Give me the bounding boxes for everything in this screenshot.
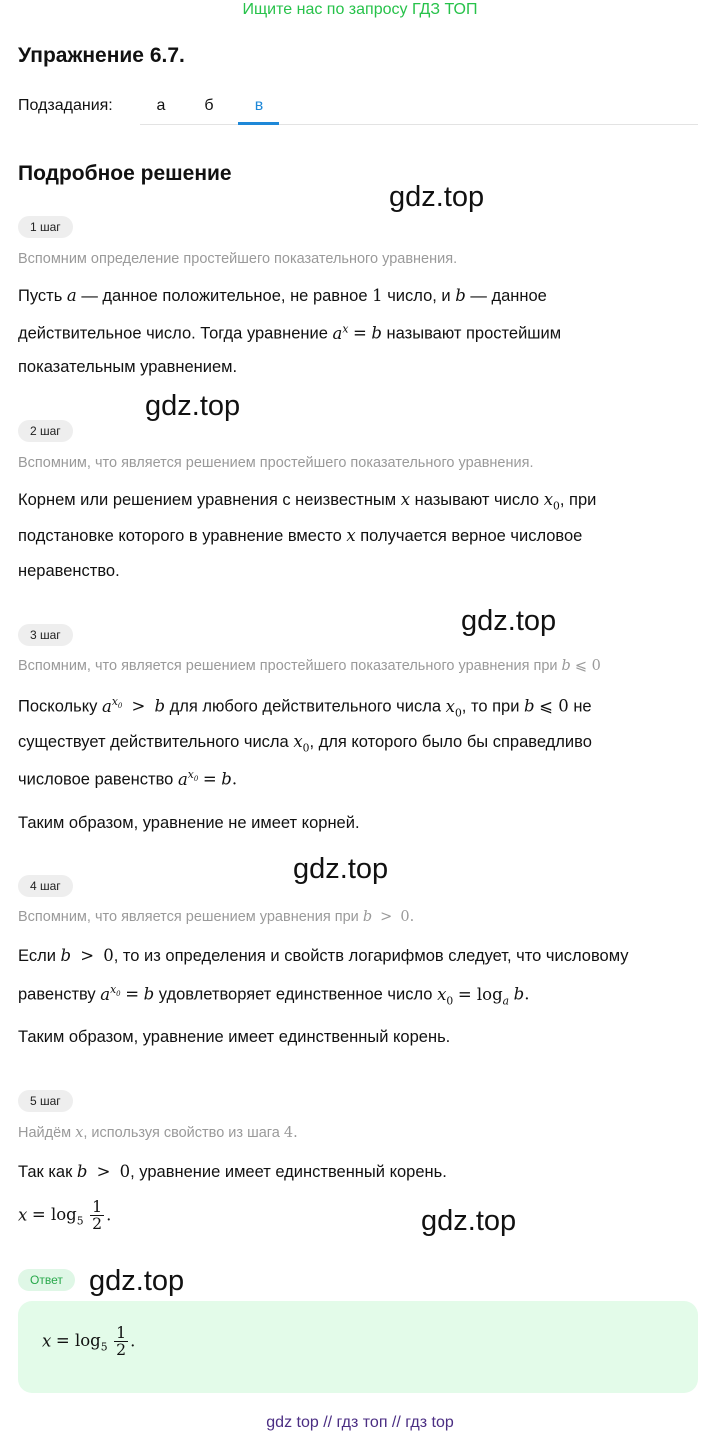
- step-text: числовое равенство $a^{x_0} = b$.: [18, 768, 238, 789]
- answer-formula: $x = \log_5$ $\frac{1}{2}$ .: [42, 1323, 136, 1360]
- step-text: действительное число. Тогда уравнение $a^x = b$ называют простейшим: [18, 322, 562, 343]
- step-text: Так как b > 0, уравнение имеет единственный корень.: [18, 1162, 447, 1181]
- step-badge: 1 шаг: [18, 216, 73, 238]
- tab-a[interactable]: а: [156, 97, 166, 114]
- promo-banner[interactable]: Ищите нас по запросу ГДЗ ТОП: [242, 1, 478, 18]
- watermark: gdz.top: [461, 605, 557, 637]
- step-text: показательным уравнением.: [18, 358, 238, 376]
- step-hint: Вспомним, что является решением простейшего показательного уравнения при b ⩽ 0: [18, 658, 601, 674]
- tab-b[interactable]: б: [204, 97, 214, 114]
- step-badge: 5 шаг: [18, 1090, 73, 1112]
- footer-links[interactable]: gdz top // гдз топ // гдз top: [266, 1414, 454, 1431]
- watermark: gdz.top: [293, 853, 389, 885]
- exercise-title: Упражнение 6.7.: [18, 44, 185, 67]
- step-badge: 4 шаг: [18, 875, 73, 897]
- step-hint: Найдём x, используя свойство из шага 4.: [18, 1125, 298, 1141]
- subtasks-label: Подзадания:: [18, 97, 113, 114]
- step-text: Поскольку $a^{x_0} > b$ для любого действительного числа $x_0$, то при b ⩽ 0 не: [18, 695, 592, 719]
- solution-heading: Подробное решение: [18, 162, 232, 185]
- step-conclusion: Таким образом, уравнение не имеет корней.: [18, 814, 360, 832]
- watermark: gdz.top: [389, 181, 485, 213]
- step-text: существует действительного числа $x_0$, для которого было бы справедливо: [18, 732, 592, 755]
- active-tab-indicator: [238, 122, 279, 125]
- step-hint: Вспомним, что является решением простейшего показательного уравнения.: [18, 455, 534, 471]
- step-hint: Вспомним, что является решением уравнения при b > 0.: [18, 909, 415, 925]
- step-text: неравенство.: [18, 562, 120, 580]
- watermark: gdz.top: [145, 390, 241, 422]
- step-badge: 2 шаг: [18, 420, 73, 442]
- step-text: подстановке которого в уравнение вместо x получается верное числовое: [18, 526, 583, 545]
- watermark: gdz.top: [89, 1265, 185, 1297]
- step-conclusion: Таким образом, уравнение имеет единственный корень.: [18, 1028, 451, 1046]
- watermark: gdz.top: [421, 1205, 517, 1237]
- step-text: Корнем или решением уравнения с неизвестным x называют число $x_0$, при: [18, 490, 597, 513]
- answer-badge: Ответ: [18, 1269, 75, 1291]
- tab-v-active[interactable]: в: [254, 97, 264, 114]
- step-badge: 3 шаг: [18, 624, 73, 646]
- step-hint: Вспомним определение простейшего показательного уравнения.: [18, 251, 458, 267]
- step-text: равенству $a^{x_0} = b$ удовлетворяет единственное число $x_0 = \log_a b$.: [18, 983, 530, 1007]
- step-text: Если b > 0, то из определения и свойств логарифмов следует, что числовому: [18, 946, 629, 965]
- step-text: Пусть a — данное положительное, не равное 1 число, и b — данное: [18, 286, 547, 305]
- step-formula: $x = \log_5$ $\frac{1}{2}$ .: [18, 1197, 112, 1234]
- tabs-divider: [140, 124, 698, 125]
